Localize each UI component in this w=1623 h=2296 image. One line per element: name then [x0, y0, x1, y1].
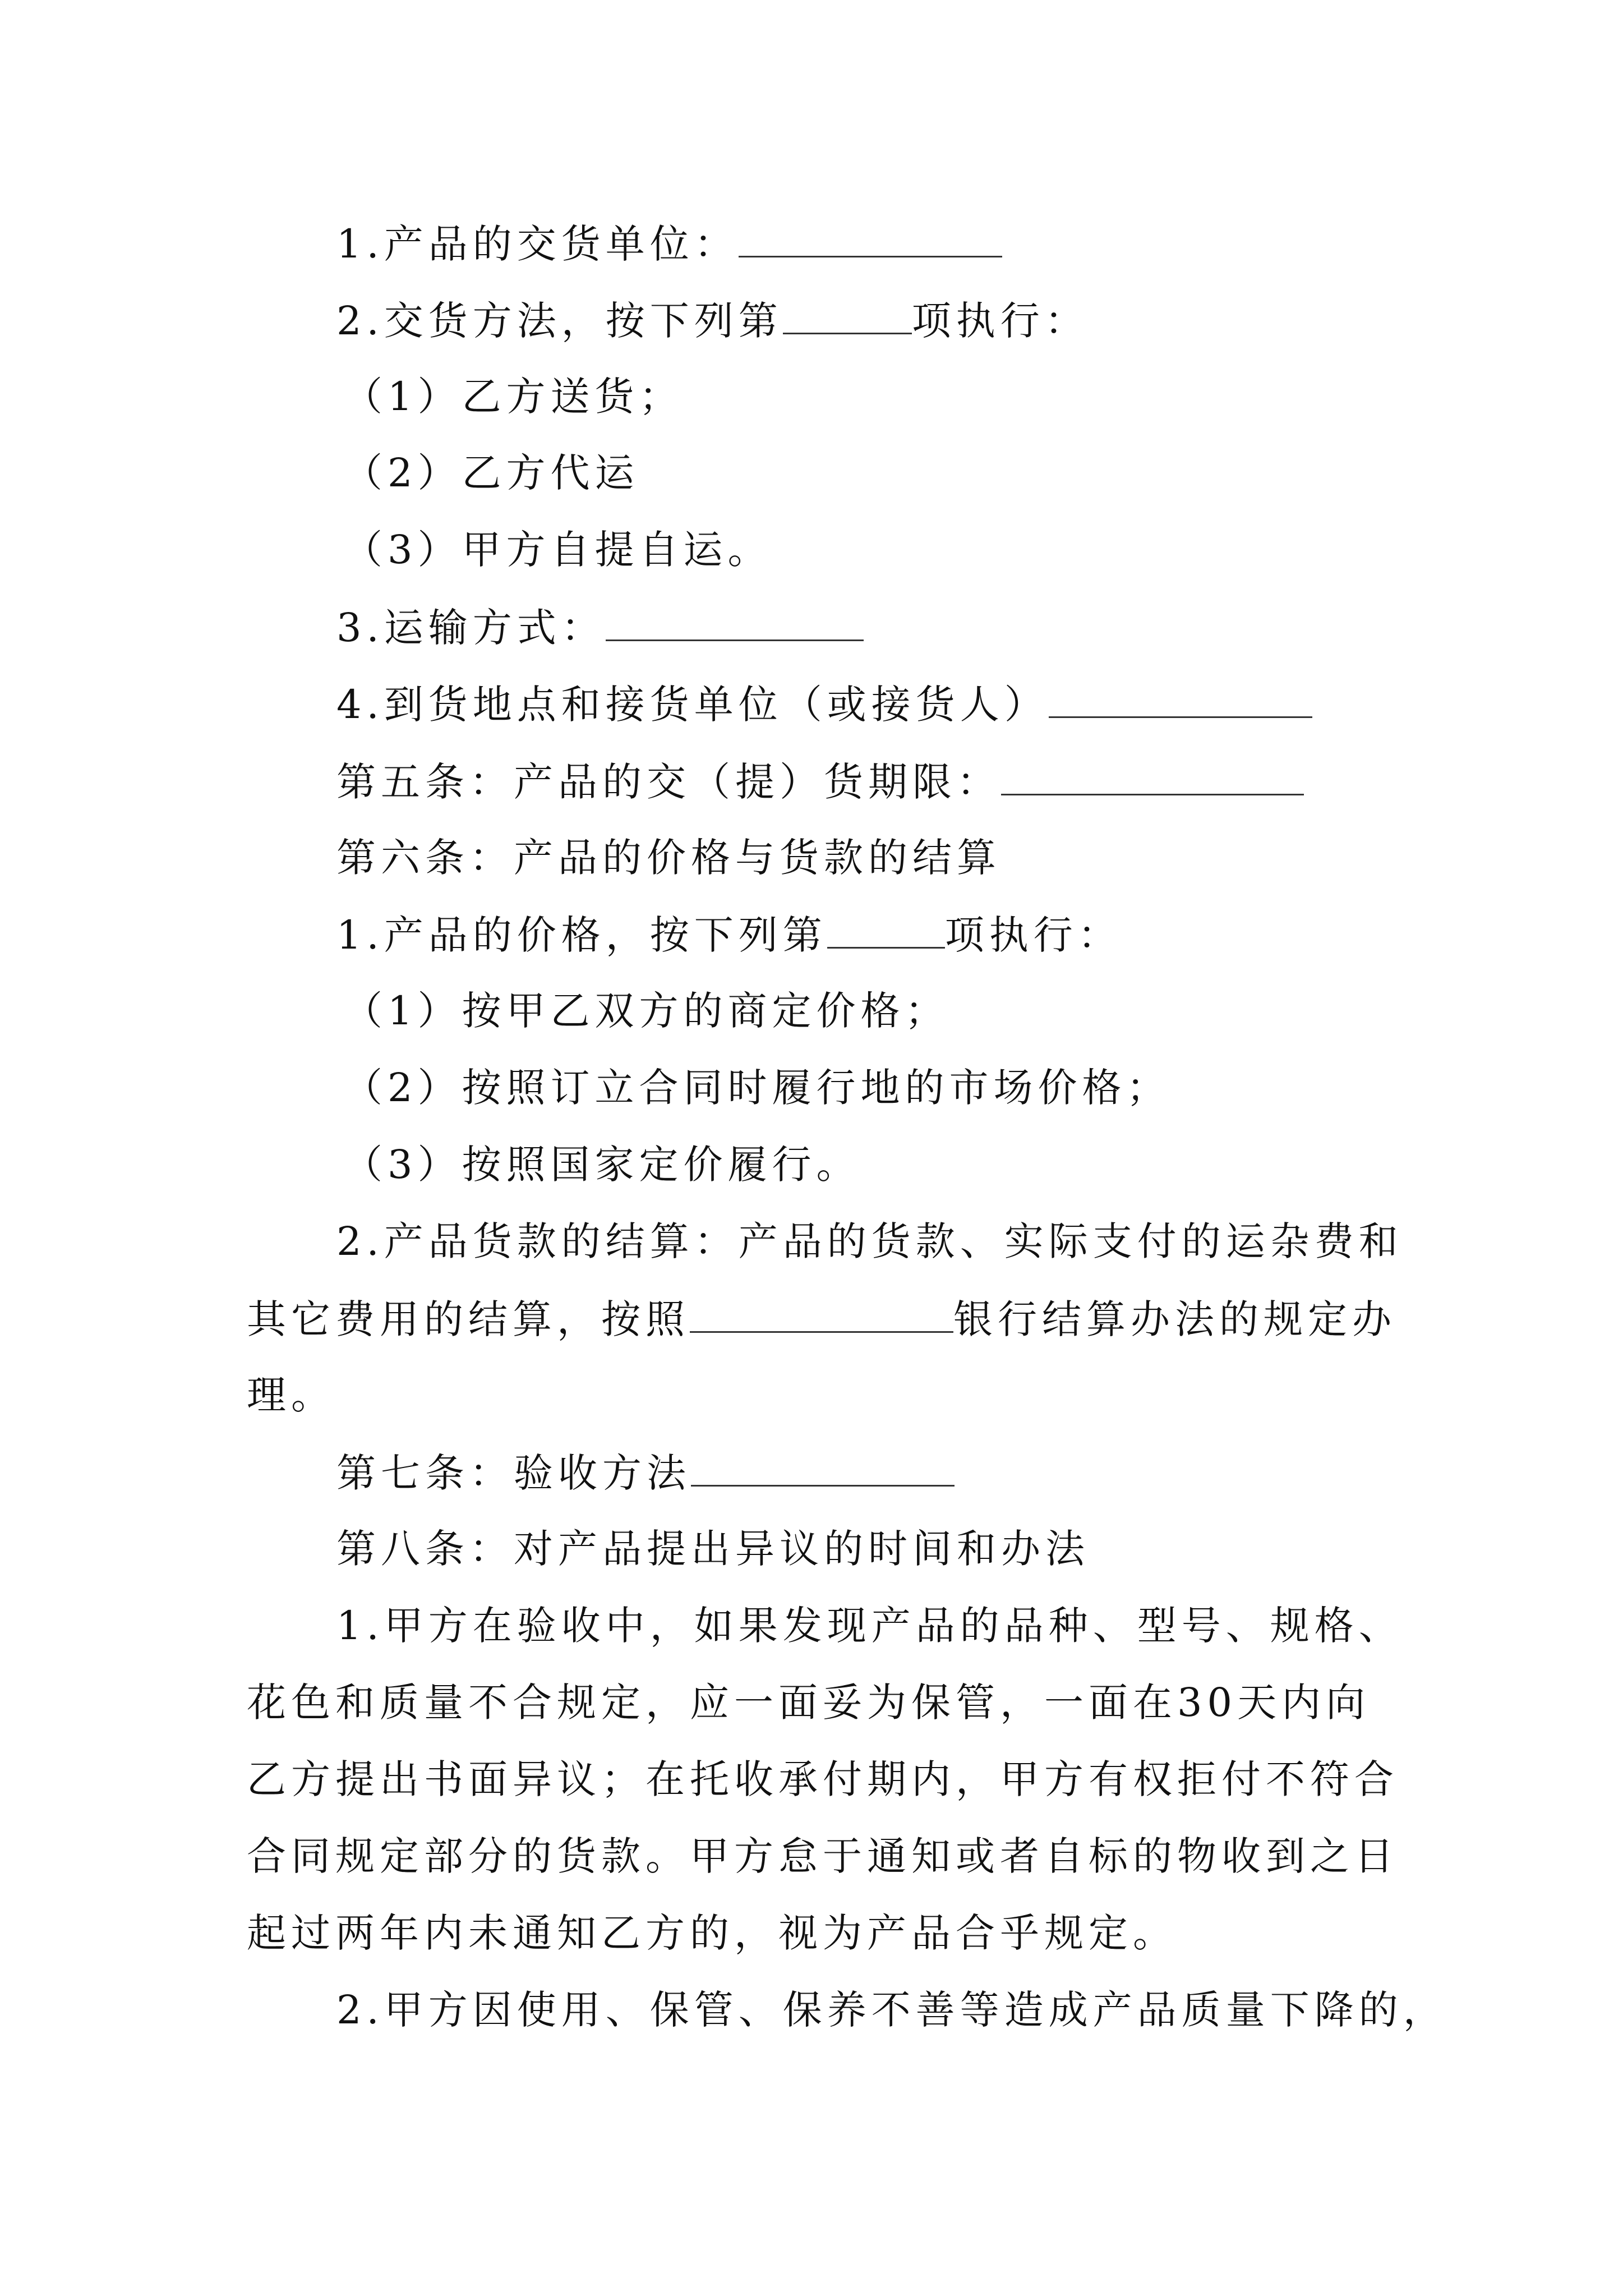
text-segment: 花色和质量不合规定，应一面妥为保管，一面在30天内向 — [247, 1680, 1371, 1726]
text-segment: 1.产品的交货单位： — [336, 221, 739, 267]
text-segment: 1.甲方在验收中，如果发现产品的品种、型号、规格、 — [336, 1603, 1403, 1649]
fill-blank — [739, 223, 1002, 257]
text-segment: （2）乙方代运 — [343, 450, 639, 496]
article-five — [336, 759, 1304, 805]
clause-destination — [336, 682, 1312, 728]
text-segment: 4.到货地点和接货单位（或接货人） — [336, 682, 1049, 728]
fill-blank — [1001, 761, 1304, 795]
article-seven — [336, 1450, 955, 1496]
paragraph-line — [247, 1833, 1399, 1879]
text-segment: 第五条：产品的交（提）货期限： — [336, 759, 1001, 805]
text-segment: 合同规定部分的货款。甲方怠于通知或者自标的物收到之日 — [247, 1833, 1399, 1879]
option-item — [343, 1142, 861, 1188]
clause-price — [336, 912, 1122, 958]
option-item — [343, 527, 772, 573]
fill-blank — [827, 914, 945, 949]
paragraph-line — [247, 1910, 1177, 1956]
article-six — [336, 835, 1001, 881]
fill-blank — [606, 607, 864, 641]
text-segment: 理。 — [247, 1372, 335, 1418]
fill-blank — [690, 1299, 953, 1333]
text-segment: 2.甲方因使用、保管、保养不善等造成产品质量下降的， — [336, 1987, 1447, 2033]
text-segment: 第六条：产品的价格与货款的结算 — [336, 835, 1001, 881]
option-item — [343, 450, 639, 496]
text-segment: （2）按照订立合同时履行地的市场价格； — [343, 1065, 1171, 1111]
clause-delivery-unit — [336, 221, 1002, 267]
text-segment: 其它费用的结算，按照 — [247, 1296, 690, 1342]
paragraph-line — [247, 1756, 1399, 1802]
fill-blank — [691, 1452, 955, 1487]
fill-blank — [1049, 684, 1312, 718]
text-segment: 项执行： — [911, 298, 1089, 344]
paragraph-line — [247, 1296, 1396, 1342]
text-segment: 1.产品的价格，按下列第 — [336, 912, 827, 958]
paragraph-line — [336, 1987, 1447, 2033]
paragraph-line — [336, 1218, 1403, 1264]
text-segment: 2.产品货款的结算：产品的货款、实际支付的运杂费和 — [336, 1218, 1403, 1264]
text-segment: 项执行： — [944, 912, 1122, 958]
text-segment: 3.运输方式： — [336, 605, 606, 651]
article-eight — [336, 1526, 1090, 1572]
text-segment: 第七条：验收方法 — [336, 1450, 691, 1496]
text-segment: 2.交货方法，按下列第 — [336, 298, 783, 344]
option-item — [343, 1065, 1171, 1111]
fill-blank — [783, 300, 912, 334]
text-segment: （3）甲方自提自运。 — [343, 527, 772, 573]
option-item — [343, 988, 949, 1034]
text-segment: 银行结算办法的规定办 — [953, 1296, 1396, 1342]
text-segment: 起过两年内未通知乙方的，视为产品合乎规定。 — [247, 1910, 1177, 1956]
option-item — [343, 374, 684, 420]
text-segment: （1）乙方送货； — [343, 374, 684, 420]
paragraph-line — [247, 1680, 1371, 1726]
clause-transport — [336, 605, 864, 651]
text-segment: 乙方提出书面异议；在托收承付期内，甲方有权拒付不符合 — [247, 1756, 1399, 1802]
clause-delivery-method — [336, 298, 1089, 344]
paragraph-line — [336, 1603, 1403, 1649]
text-segment: （1）按甲乙双方的商定价格； — [343, 988, 949, 1034]
paragraph-line — [247, 1372, 335, 1418]
text-segment: （3）按照国家定价履行。 — [343, 1142, 861, 1188]
text-segment: 第八条：对产品提出异议的时间和办法 — [336, 1526, 1090, 1572]
